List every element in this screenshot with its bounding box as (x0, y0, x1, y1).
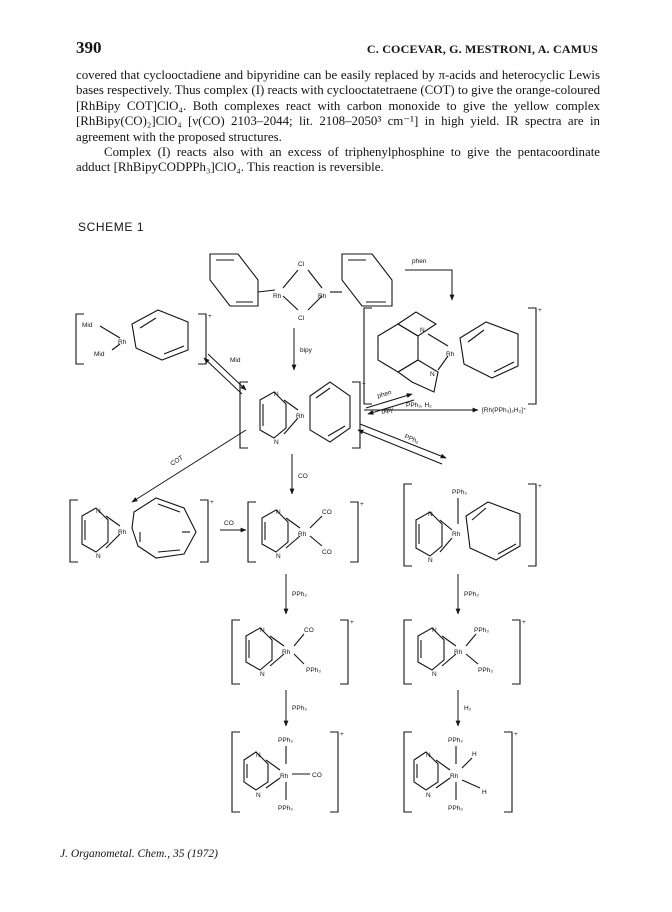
reagent-label: H₂ (464, 705, 472, 712)
bracket (198, 314, 206, 364)
bracket (364, 308, 372, 404)
n-atom: N (432, 627, 437, 634)
pph3-ligand: PPh₃ (278, 737, 293, 744)
bracket (240, 382, 248, 448)
cod-ring (466, 502, 520, 560)
pph3-ligand: PPh₃ (452, 489, 467, 496)
cod-double-bond (494, 362, 514, 372)
mid-ligand: Mid (82, 322, 93, 329)
cod-double-bond (472, 508, 486, 520)
chelate-ring (262, 510, 288, 552)
bond (428, 334, 448, 346)
rh-atom: Rh (296, 413, 305, 420)
rh-atom: Rh (118, 529, 127, 536)
bond (283, 296, 298, 310)
running-head: C. COCEVAR, G. MESTRONI, A. CAMUS (366, 42, 598, 56)
pph3-ligand: PPh₃ (474, 627, 489, 634)
n-atom: N (260, 627, 265, 634)
paragraph: Complex (I) reacts also with an excess of triphenylphosphine to give the pentacoordinate adduct [RhBipyCODPPh₃]ClO₄. This reaction is reversible. (76, 145, 600, 175)
bracket (504, 732, 512, 812)
reagent-label: Mid (230, 357, 241, 364)
rh-atom: Rh (450, 773, 459, 780)
charge: + (514, 731, 518, 738)
bond (294, 634, 304, 646)
bracket (528, 308, 536, 404)
co-ligand: CO (322, 549, 332, 556)
bond (100, 326, 120, 338)
charge: + (360, 501, 364, 508)
cod-ring-right (342, 254, 392, 306)
n-atom: N (426, 792, 431, 799)
cod-double-bond (140, 318, 156, 328)
n-atom: N (276, 509, 281, 516)
bond (294, 654, 304, 664)
phen-ring (378, 324, 418, 372)
charge: + (522, 619, 526, 626)
bond (438, 356, 448, 370)
n-atom: N (256, 792, 261, 799)
rh-atom: Rh (280, 773, 289, 780)
bond (258, 290, 275, 292)
charge: + (210, 499, 214, 506)
reaction-arrow (132, 430, 246, 502)
pph3-ligand: PPh₃ (448, 805, 463, 812)
bracket (232, 732, 240, 812)
reagent-label: phen (412, 258, 427, 265)
n-atom: N (96, 553, 101, 560)
cot-double-bond (158, 550, 180, 552)
reagent-label: CO (298, 473, 308, 480)
cod-ring-left (210, 254, 258, 306)
reagent-label: PPh₃, H₂ (406, 402, 432, 409)
bracket (330, 732, 338, 812)
bracket (200, 500, 208, 562)
mid-ligand: Mid (94, 351, 105, 358)
reagent-label: PPh₃ (292, 705, 307, 712)
rh-atom: Rh (446, 351, 455, 358)
rh-atom: Rh (282, 649, 291, 656)
page-number: 390 (76, 38, 102, 57)
chelate-ring (82, 508, 108, 552)
rh-atom: Rh (318, 293, 327, 300)
bond (308, 270, 322, 288)
n-atom: N (274, 439, 279, 446)
reagent-label: phen (376, 389, 393, 400)
reagent-label: bipy (300, 347, 312, 354)
chelate-ring (416, 512, 442, 556)
charge: + (350, 619, 354, 626)
bipy-complex (240, 381, 366, 448)
chelate-ring (260, 392, 286, 438)
bracket (232, 620, 240, 684)
n-atom: N (260, 671, 265, 678)
n-atom: N (96, 508, 101, 515)
cod-ring (132, 310, 188, 360)
cot-complex (70, 498, 214, 562)
pph3-ligand: PPh₃ (478, 667, 493, 674)
pph3-ligand: PPh₃ (278, 805, 293, 812)
bracket (340, 620, 348, 684)
reagent-label: PPh₃ (292, 591, 307, 598)
n-atom: N (428, 557, 433, 564)
reaction-arrow (360, 424, 446, 458)
rh-atom: Rh (452, 531, 461, 538)
rh-atom: Rh (454, 649, 463, 656)
bond (466, 634, 476, 646)
mid-complex (76, 310, 212, 364)
chelate-ring (418, 628, 444, 670)
charge: + (362, 381, 366, 388)
charge: + (538, 483, 542, 490)
rh-atom: Rh (273, 293, 282, 300)
dimer-structure (210, 254, 392, 322)
bracket (350, 502, 358, 562)
charge: + (538, 307, 542, 314)
reaction-arrow (358, 430, 442, 464)
n-atom: N (428, 511, 433, 518)
n-atom: N (432, 671, 437, 678)
cod-double-bond (328, 426, 345, 436)
chelate-ring (246, 628, 272, 670)
reaction-arrow (405, 270, 452, 300)
bond (462, 758, 472, 768)
phen-complex (364, 307, 542, 404)
bisphosphine-complex (404, 619, 526, 684)
co-ligand: CO (304, 627, 314, 634)
pph3-adduct (404, 483, 542, 566)
cl-atom: Cl (298, 315, 305, 322)
body-text (76, 68, 600, 176)
bond (310, 536, 322, 546)
scheme-label: SCHEME 1 (78, 220, 145, 234)
reagent-label: bipy (380, 405, 395, 416)
reagent-label: PPh₃ (464, 591, 479, 598)
bracket (404, 732, 412, 812)
reagent-label: PPh₃ (403, 433, 420, 446)
n-atom: N (430, 371, 435, 378)
bracket (248, 502, 256, 562)
co-ligand: CO (322, 509, 332, 516)
cod-ring (460, 322, 518, 378)
five-coordinate-carbonyl (232, 731, 344, 812)
dihydride-complex (404, 731, 518, 812)
pph3-ligand: PPh₃ (306, 667, 321, 674)
cod-double-bond (316, 388, 330, 398)
bracket (512, 620, 520, 684)
rh-atom: Rh (118, 339, 127, 346)
bond (462, 780, 480, 788)
paragraph: covered that cyclooctadiene and bipyridine can be easily replaced by π-acids and heterocyclic Lewis bases respectively. Thus complex (I) reacts with cyclooctatetraene (COT) to give the orange-coloured [RhBipy COT]ClO₄. Both complexes react with carbon monoxide to give the yellow complex [RhBipy(CO)₂]ClO₄ [ν(CO) 2103–2044; lit. 2108–2050³ cm⁻¹] in high yield. IR spectra are in agreement with the proposed structures. (76, 68, 601, 144)
bracket (70, 500, 78, 562)
n-atom: N (426, 752, 431, 759)
reaction-scheme (60, 232, 620, 832)
charge: + (208, 313, 212, 320)
n-atom: N (256, 752, 261, 759)
bracket (528, 484, 536, 566)
journal-citation: J. Organometal. Chem., 35 (1972) (60, 848, 218, 860)
dicarbonyl-complex (248, 501, 364, 562)
reagent-label: COT (169, 454, 185, 468)
cl-atom: Cl (298, 261, 305, 268)
cot-ring (132, 498, 196, 558)
co-ligand: CO (312, 772, 322, 779)
reagent-label: CO (224, 520, 234, 527)
bond (283, 270, 298, 288)
bracket (404, 620, 412, 684)
bracket (404, 484, 412, 566)
carbonyl-phosphine-complex (232, 619, 354, 684)
phen-ring (398, 312, 436, 336)
bond (466, 654, 478, 664)
h-atom: H (482, 789, 487, 796)
product-formula: [Rh(PPh₃)₂H₂]⁺ (482, 407, 527, 414)
h-atom: H (472, 751, 477, 758)
cod-double-bond (498, 544, 516, 554)
bracket (352, 382, 360, 448)
n-atom: N (420, 327, 425, 334)
n-atom: N (276, 553, 281, 560)
charge: + (340, 731, 344, 738)
bond (310, 516, 322, 528)
n-atom: N (274, 391, 279, 398)
cod-ring (310, 382, 350, 442)
pph3-ligand: PPh₃ (448, 737, 463, 744)
rh-atom: Rh (298, 531, 307, 538)
